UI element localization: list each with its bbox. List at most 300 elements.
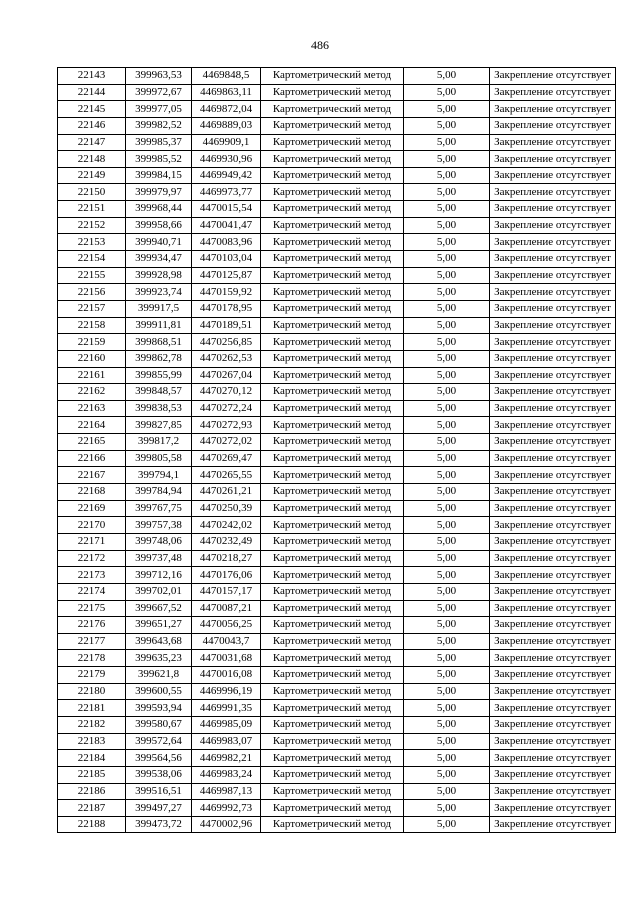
y-coordinate-cell: 4470103,04 — [192, 251, 261, 268]
x-coordinate-cell: 399848,57 — [126, 384, 192, 401]
accuracy-cell: 5,00 — [404, 783, 490, 800]
fixing-cell: Закрепление отсутствует — [490, 683, 616, 700]
y-coordinate-cell: 4470262,53 — [192, 350, 261, 367]
y-coordinate-cell: 4469996,19 — [192, 683, 261, 700]
table-row — [58, 334, 616, 351]
table-row — [58, 733, 616, 750]
table-row — [58, 766, 616, 783]
table-row — [58, 217, 616, 234]
fixing-cell: Закрепление отсутствует — [490, 68, 616, 85]
point-number-cell: 22165 — [58, 434, 126, 451]
fixing-cell: Закрепление отсутствует — [490, 151, 616, 168]
method-cell: Картометрический метод — [261, 434, 404, 451]
y-coordinate-cell: 4470269,47 — [192, 450, 261, 467]
method-cell: Картометрический метод — [261, 68, 404, 85]
fixing-cell: Закрепление отсутствует — [490, 733, 616, 750]
accuracy-cell: 5,00 — [404, 417, 490, 434]
accuracy-cell: 5,00 — [404, 683, 490, 700]
method-cell: Картометрический метод — [261, 267, 404, 284]
point-number-cell: 22146 — [58, 117, 126, 134]
x-coordinate-cell: 399572,64 — [126, 733, 192, 750]
page-number: 486 — [311, 38, 329, 52]
method-cell: Картометрический метод — [261, 766, 404, 783]
method-cell: Картометрический метод — [261, 217, 404, 234]
x-coordinate-cell: 399757,38 — [126, 517, 192, 534]
point-number-cell: 22154 — [58, 251, 126, 268]
method-cell: Картометрический метод — [261, 600, 404, 617]
method-cell: Картометрический метод — [261, 400, 404, 417]
table-row — [58, 184, 616, 201]
y-coordinate-cell: 4469872,04 — [192, 101, 261, 118]
x-coordinate-cell: 399923,74 — [126, 284, 192, 301]
x-coordinate-cell: 399985,37 — [126, 134, 192, 151]
x-coordinate-cell: 399516,51 — [126, 783, 192, 800]
table-row — [58, 201, 616, 218]
point-number-cell: 22148 — [58, 151, 126, 168]
fixing-cell: Закрепление отсутствует — [490, 101, 616, 118]
x-coordinate-cell: 399984,15 — [126, 167, 192, 184]
accuracy-cell: 5,00 — [404, 134, 490, 151]
method-cell: Картометрический метод — [261, 533, 404, 550]
method-cell: Картометрический метод — [261, 650, 404, 667]
x-coordinate-cell: 399979,97 — [126, 184, 192, 201]
table-row — [58, 533, 616, 550]
accuracy-cell: 5,00 — [404, 484, 490, 501]
x-coordinate-cell: 399737,48 — [126, 550, 192, 567]
y-coordinate-cell: 4470265,55 — [192, 467, 261, 484]
table-row — [58, 267, 616, 284]
table-row — [58, 84, 616, 101]
accuracy-cell: 5,00 — [404, 617, 490, 634]
x-coordinate-cell: 399651,27 — [126, 617, 192, 634]
x-coordinate-cell: 399827,85 — [126, 417, 192, 434]
point-number-cell: 22152 — [58, 217, 126, 234]
method-cell: Картометрический метод — [261, 733, 404, 750]
y-coordinate-cell: 4469889,03 — [192, 117, 261, 134]
method-cell: Картометрический метод — [261, 683, 404, 700]
y-coordinate-cell: 4470016,08 — [192, 667, 261, 684]
point-number-cell: 22158 — [58, 317, 126, 334]
y-coordinate-cell: 4469949,42 — [192, 167, 261, 184]
table-row — [58, 117, 616, 134]
x-coordinate-cell: 399963,53 — [126, 68, 192, 85]
accuracy-cell: 5,00 — [404, 716, 490, 733]
accuracy-cell: 5,00 — [404, 450, 490, 467]
accuracy-cell: 5,00 — [404, 284, 490, 301]
x-coordinate-cell: 399958,66 — [126, 217, 192, 234]
fixing-cell: Закрепление отсутствует — [490, 617, 616, 634]
table-row — [58, 367, 616, 384]
x-coordinate-cell: 399862,78 — [126, 350, 192, 367]
y-coordinate-cell: 4470043,7 — [192, 633, 261, 650]
method-cell: Картометрический метод — [261, 417, 404, 434]
y-coordinate-cell: 4470015,54 — [192, 201, 261, 218]
point-number-cell: 22160 — [58, 350, 126, 367]
point-number-cell: 22169 — [58, 500, 126, 517]
y-coordinate-cell: 4470267,04 — [192, 367, 261, 384]
point-number-cell: 22162 — [58, 384, 126, 401]
fixing-cell: Закрепление отсутствует — [490, 816, 616, 833]
accuracy-cell: 5,00 — [404, 650, 490, 667]
fixing-cell: Закрепление отсутствует — [490, 667, 616, 684]
x-coordinate-cell: 399635,23 — [126, 650, 192, 667]
fixing-cell: Закрепление отсутствует — [490, 217, 616, 234]
table-row — [58, 251, 616, 268]
method-cell: Картометрический метод — [261, 816, 404, 833]
method-cell: Картометрический метод — [261, 617, 404, 634]
point-number-cell: 22147 — [58, 134, 126, 151]
point-number-cell: 22177 — [58, 633, 126, 650]
accuracy-cell: 5,00 — [404, 667, 490, 684]
table-row — [58, 484, 616, 501]
point-number-cell: 22174 — [58, 583, 126, 600]
y-coordinate-cell: 4470272,02 — [192, 434, 261, 451]
x-coordinate-cell: 399784,94 — [126, 484, 192, 501]
accuracy-cell: 5,00 — [404, 201, 490, 218]
method-cell: Картометрический метод — [261, 151, 404, 168]
fixing-cell: Закрепление отсутствует — [490, 783, 616, 800]
y-coordinate-cell: 4470056,25 — [192, 617, 261, 634]
y-coordinate-cell: 4470002,96 — [192, 816, 261, 833]
x-coordinate-cell: 399621,8 — [126, 667, 192, 684]
x-coordinate-cell: 399805,58 — [126, 450, 192, 467]
y-coordinate-cell: 4470250,39 — [192, 500, 261, 517]
method-cell: Картометрический метод — [261, 716, 404, 733]
accuracy-cell: 5,00 — [404, 167, 490, 184]
point-number-cell: 22157 — [58, 300, 126, 317]
point-number-cell: 22145 — [58, 101, 126, 118]
table-row — [58, 284, 616, 301]
x-coordinate-cell: 399473,72 — [126, 816, 192, 833]
table-row — [58, 467, 616, 484]
y-coordinate-cell: 4469985,09 — [192, 716, 261, 733]
accuracy-cell: 5,00 — [404, 84, 490, 101]
accuracy-cell: 5,00 — [404, 234, 490, 251]
y-coordinate-cell: 4469983,24 — [192, 766, 261, 783]
fixing-cell: Закрепление отсутствует — [490, 750, 616, 767]
table-row — [58, 151, 616, 168]
y-coordinate-cell: 4469909,1 — [192, 134, 261, 151]
point-number-cell: 22153 — [58, 234, 126, 251]
point-number-cell: 22171 — [58, 533, 126, 550]
method-cell: Картометрический метод — [261, 667, 404, 684]
point-number-cell: 22185 — [58, 766, 126, 783]
x-coordinate-cell: 399982,52 — [126, 117, 192, 134]
method-cell: Картометрический метод — [261, 633, 404, 650]
method-cell: Картометрический метод — [261, 334, 404, 351]
table-row — [58, 683, 616, 700]
y-coordinate-cell: 4470272,93 — [192, 417, 261, 434]
fixing-cell: Закрепление отсутствует — [490, 417, 616, 434]
method-cell: Картометрический метод — [261, 750, 404, 767]
method-cell: Картометрический метод — [261, 550, 404, 567]
fixing-cell: Закрепление отсутствует — [490, 533, 616, 550]
y-coordinate-cell: 4470270,12 — [192, 384, 261, 401]
method-cell: Картометрический метод — [261, 783, 404, 800]
point-number-cell: 22151 — [58, 201, 126, 218]
x-coordinate-cell: 399817,2 — [126, 434, 192, 451]
method-cell: Картометрический метод — [261, 251, 404, 268]
table-row — [58, 750, 616, 767]
method-cell: Картометрический метод — [261, 467, 404, 484]
fixing-cell: Закрепление отсутствует — [490, 766, 616, 783]
point-number-cell: 22166 — [58, 450, 126, 467]
y-coordinate-cell: 4470218,27 — [192, 550, 261, 567]
x-coordinate-cell: 399868,51 — [126, 334, 192, 351]
method-cell: Картометрический метод — [261, 367, 404, 384]
accuracy-cell: 5,00 — [404, 733, 490, 750]
fixing-cell: Закрепление отсутствует — [490, 550, 616, 567]
x-coordinate-cell: 399917,5 — [126, 300, 192, 317]
method-cell: Картометрический метод — [261, 484, 404, 501]
table-row — [58, 450, 616, 467]
x-coordinate-cell: 399838,53 — [126, 400, 192, 417]
fixing-cell: Закрепление отсутствует — [490, 367, 616, 384]
method-cell: Картометрический метод — [261, 201, 404, 218]
table-row — [58, 700, 616, 717]
table-row — [58, 234, 616, 251]
accuracy-cell: 5,00 — [404, 300, 490, 317]
table-row — [58, 500, 616, 517]
fixing-cell: Закрепление отсутствует — [490, 716, 616, 733]
y-coordinate-cell: 4470256,85 — [192, 334, 261, 351]
x-coordinate-cell: 399972,67 — [126, 84, 192, 101]
x-coordinate-cell: 399564,56 — [126, 750, 192, 767]
table-row — [58, 800, 616, 817]
y-coordinate-cell: 4469863,11 — [192, 84, 261, 101]
point-number-cell: 22144 — [58, 84, 126, 101]
accuracy-cell: 5,00 — [404, 633, 490, 650]
x-coordinate-cell: 399712,16 — [126, 567, 192, 584]
method-cell: Картометрический метод — [261, 117, 404, 134]
accuracy-cell: 5,00 — [404, 600, 490, 617]
y-coordinate-cell: 4470125,87 — [192, 267, 261, 284]
accuracy-cell: 5,00 — [404, 384, 490, 401]
y-coordinate-cell: 4470232,49 — [192, 533, 261, 550]
accuracy-cell: 5,00 — [404, 68, 490, 85]
method-cell: Картометрический метод — [261, 101, 404, 118]
coordinates-table — [57, 67, 616, 833]
accuracy-cell: 5,00 — [404, 434, 490, 451]
accuracy-cell: 5,00 — [404, 517, 490, 534]
x-coordinate-cell: 399497,27 — [126, 800, 192, 817]
method-cell: Картометрический метод — [261, 700, 404, 717]
y-coordinate-cell: 4470159,92 — [192, 284, 261, 301]
y-coordinate-cell: 4469987,13 — [192, 783, 261, 800]
point-number-cell: 22156 — [58, 284, 126, 301]
point-number-cell: 22182 — [58, 716, 126, 733]
method-cell: Картометрический метод — [261, 84, 404, 101]
y-coordinate-cell: 4470031,68 — [192, 650, 261, 667]
fixing-cell: Закрепление отсутствует — [490, 800, 616, 817]
point-number-cell: 22180 — [58, 683, 126, 700]
fixing-cell: Закрепление отсутствует — [490, 117, 616, 134]
table-row — [58, 134, 616, 151]
table-row — [58, 600, 616, 617]
table-row — [58, 417, 616, 434]
x-coordinate-cell: 399667,52 — [126, 600, 192, 617]
method-cell: Картометрический метод — [261, 300, 404, 317]
fixing-cell: Закрепление отсутствует — [490, 450, 616, 467]
table-row — [58, 550, 616, 567]
accuracy-cell: 5,00 — [404, 317, 490, 334]
y-coordinate-cell: 4470157,17 — [192, 583, 261, 600]
y-coordinate-cell: 4470083,96 — [192, 234, 261, 251]
accuracy-cell: 5,00 — [404, 350, 490, 367]
fixing-cell: Закрепление отсутствует — [490, 201, 616, 218]
accuracy-cell: 5,00 — [404, 467, 490, 484]
y-coordinate-cell: 4470272,24 — [192, 400, 261, 417]
method-cell: Картометрический метод — [261, 800, 404, 817]
method-cell: Картометрический метод — [261, 284, 404, 301]
table-row — [58, 567, 616, 584]
y-coordinate-cell: 4470041,47 — [192, 217, 261, 234]
fixing-cell: Закрепление отсутствует — [490, 583, 616, 600]
point-number-cell: 22183 — [58, 733, 126, 750]
fixing-cell: Закрепление отсутствует — [490, 567, 616, 584]
accuracy-cell: 5,00 — [404, 816, 490, 833]
method-cell: Картометрический метод — [261, 384, 404, 401]
point-number-cell: 22164 — [58, 417, 126, 434]
x-coordinate-cell: 399977,05 — [126, 101, 192, 118]
y-coordinate-cell: 4469982,21 — [192, 750, 261, 767]
coordinates-table-body — [58, 68, 616, 833]
accuracy-cell: 5,00 — [404, 334, 490, 351]
fixing-cell: Закрепление отсутствует — [490, 167, 616, 184]
y-coordinate-cell: 4469848,5 — [192, 68, 261, 85]
x-coordinate-cell: 399911,81 — [126, 317, 192, 334]
method-cell: Картометрический метод — [261, 317, 404, 334]
accuracy-cell: 5,00 — [404, 251, 490, 268]
y-coordinate-cell: 4470178,95 — [192, 300, 261, 317]
x-coordinate-cell: 399643,68 — [126, 633, 192, 650]
point-number-cell: 22172 — [58, 550, 126, 567]
method-cell: Картометрический метод — [261, 517, 404, 534]
method-cell: Картометрический метод — [261, 567, 404, 584]
table-row — [58, 517, 616, 534]
point-number-cell: 22143 — [58, 68, 126, 85]
fixing-cell: Закрепление отсутствует — [490, 284, 616, 301]
table-row — [58, 617, 616, 634]
y-coordinate-cell: 4470261,21 — [192, 484, 261, 501]
accuracy-cell: 5,00 — [404, 151, 490, 168]
point-number-cell: 22179 — [58, 667, 126, 684]
fixing-cell: Закрепление отсутствует — [490, 434, 616, 451]
method-cell: Картометрический метод — [261, 184, 404, 201]
fixing-cell: Закрепление отсутствует — [490, 234, 616, 251]
table-row — [58, 167, 616, 184]
point-number-cell: 22159 — [58, 334, 126, 351]
table-row — [58, 434, 616, 451]
fixing-cell: Закрепление отсутствует — [490, 467, 616, 484]
method-cell: Картометрический метод — [261, 167, 404, 184]
x-coordinate-cell: 399538,06 — [126, 766, 192, 783]
accuracy-cell: 5,00 — [404, 766, 490, 783]
x-coordinate-cell: 399985,52 — [126, 151, 192, 168]
x-coordinate-cell: 399794,1 — [126, 467, 192, 484]
accuracy-cell: 5,00 — [404, 533, 490, 550]
fixing-cell: Закрепление отсутствует — [490, 633, 616, 650]
y-coordinate-cell: 4470176,06 — [192, 567, 261, 584]
accuracy-cell: 5,00 — [404, 101, 490, 118]
table-row — [58, 68, 616, 85]
accuracy-cell: 5,00 — [404, 217, 490, 234]
accuracy-cell: 5,00 — [404, 367, 490, 384]
fixing-cell: Закрепление отсутствует — [490, 334, 616, 351]
fixing-cell: Закрепление отсутствует — [490, 484, 616, 501]
x-coordinate-cell: 399855,99 — [126, 367, 192, 384]
fixing-cell: Закрепление отсутствует — [490, 600, 616, 617]
table-row — [58, 384, 616, 401]
fixing-cell: Закрепление отсутствует — [490, 134, 616, 151]
table-row — [58, 350, 616, 367]
accuracy-cell: 5,00 — [404, 567, 490, 584]
point-number-cell: 22168 — [58, 484, 126, 501]
method-cell: Картометрический метод — [261, 583, 404, 600]
accuracy-cell: 5,00 — [404, 800, 490, 817]
table-row — [58, 300, 616, 317]
point-number-cell: 22186 — [58, 783, 126, 800]
point-number-cell: 22176 — [58, 617, 126, 634]
x-coordinate-cell: 399702,01 — [126, 583, 192, 600]
accuracy-cell: 5,00 — [404, 750, 490, 767]
point-number-cell: 22178 — [58, 650, 126, 667]
x-coordinate-cell: 399968,44 — [126, 201, 192, 218]
fixing-cell: Закрепление отсутствует — [490, 184, 616, 201]
accuracy-cell: 5,00 — [404, 184, 490, 201]
y-coordinate-cell: 4469973,77 — [192, 184, 261, 201]
x-coordinate-cell: 399934,47 — [126, 251, 192, 268]
point-number-cell: 22149 — [58, 167, 126, 184]
point-number-cell: 22188 — [58, 816, 126, 833]
fixing-cell: Закрепление отсутствует — [490, 317, 616, 334]
table-row — [58, 400, 616, 417]
x-coordinate-cell: 399940,71 — [126, 234, 192, 251]
table-row — [58, 633, 616, 650]
y-coordinate-cell: 4469930,96 — [192, 151, 261, 168]
fixing-cell: Закрепление отсутствует — [490, 251, 616, 268]
y-coordinate-cell: 4470189,51 — [192, 317, 261, 334]
point-number-cell: 22181 — [58, 700, 126, 717]
table-row — [58, 667, 616, 684]
y-coordinate-cell: 4469983,07 — [192, 733, 261, 750]
fixing-cell: Закрепление отсутствует — [490, 650, 616, 667]
table-row — [58, 783, 616, 800]
x-coordinate-cell: 399767,75 — [126, 500, 192, 517]
fixing-cell: Закрепление отсутствует — [490, 350, 616, 367]
point-number-cell: 22167 — [58, 467, 126, 484]
fixing-cell: Закрепление отсутствует — [490, 700, 616, 717]
fixing-cell: Закрепление отсутствует — [490, 84, 616, 101]
table-row — [58, 716, 616, 733]
point-number-cell: 22155 — [58, 267, 126, 284]
accuracy-cell: 5,00 — [404, 117, 490, 134]
point-number-cell: 22163 — [58, 400, 126, 417]
method-cell: Картометрический метод — [261, 134, 404, 151]
point-number-cell: 22170 — [58, 517, 126, 534]
point-number-cell: 22173 — [58, 567, 126, 584]
y-coordinate-cell: 4470087,21 — [192, 600, 261, 617]
x-coordinate-cell: 399580,67 — [126, 716, 192, 733]
y-coordinate-cell: 4470242,02 — [192, 517, 261, 534]
fixing-cell: Закрепление отсутствует — [490, 384, 616, 401]
x-coordinate-cell: 399593,94 — [126, 700, 192, 717]
y-coordinate-cell: 4469991,35 — [192, 700, 261, 717]
x-coordinate-cell: 399748,06 — [126, 533, 192, 550]
x-coordinate-cell: 399928,98 — [126, 267, 192, 284]
accuracy-cell: 5,00 — [404, 500, 490, 517]
method-cell: Картометрический метод — [261, 450, 404, 467]
